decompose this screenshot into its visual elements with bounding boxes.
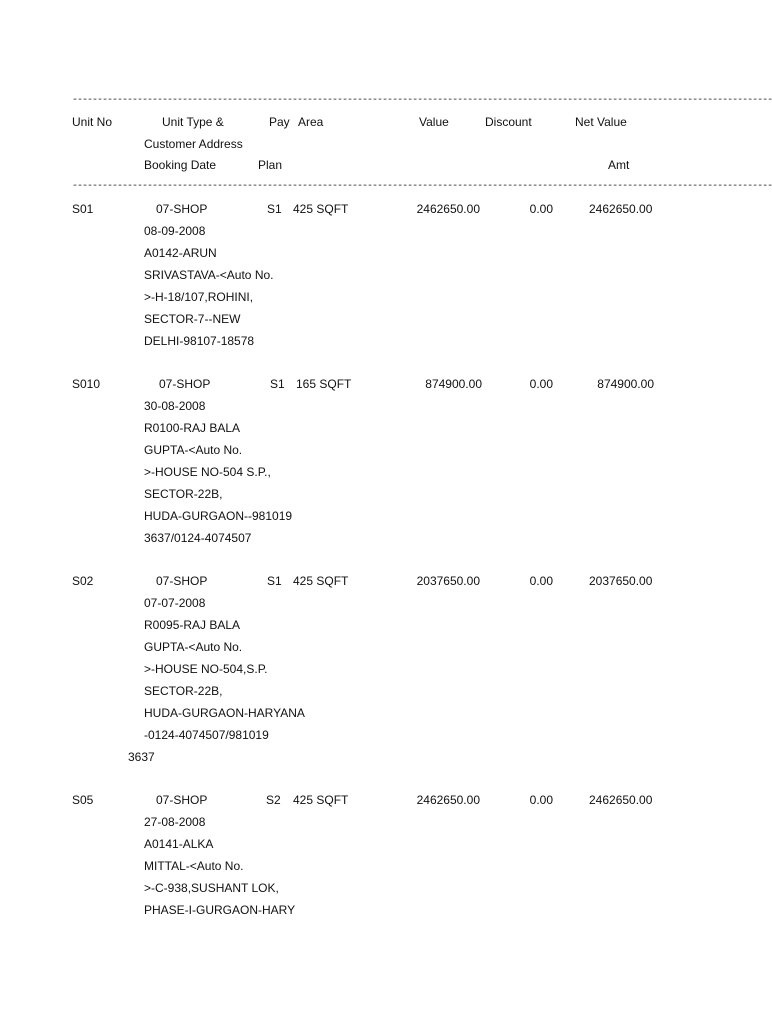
booking-date: 08-09-2008: [144, 224, 206, 238]
address-line: PHASE-I-GURGAON-HARY: [144, 903, 296, 917]
discount: 0.00: [529, 574, 553, 588]
address-line: -0124-4074507/981019: [144, 728, 269, 742]
discount: 0.00: [529, 202, 553, 216]
header-plan: Plan: [258, 158, 283, 172]
booking-date: 07-07-2008: [144, 596, 206, 610]
address-line: SECTOR-7--NEW: [144, 312, 241, 326]
address-line: DELHI-98107-18578: [144, 334, 255, 348]
pay-plan: S2: [266, 793, 281, 807]
booking-date: 27-08-2008: [144, 815, 206, 829]
header-net-value: Net Value: [575, 115, 627, 129]
area: 425 SQFT: [293, 793, 349, 807]
header-booking-date: Booking Date: [144, 158, 217, 172]
address-line: A0141-ALKA: [144, 837, 214, 851]
pay-plan: S1: [267, 574, 282, 588]
discount: 0.00: [529, 377, 553, 391]
value: 874900.00: [425, 377, 482, 391]
address-overflow-line: 3637: [128, 750, 155, 764]
address-line: >-H-18/107,ROHINI,: [144, 290, 254, 304]
header-area: Area: [298, 115, 324, 129]
pay-plan: S1: [270, 377, 285, 391]
value: 2462650.00: [416, 793, 480, 807]
value: 2037650.00: [416, 574, 480, 588]
address-line: SECTOR-22B,: [144, 487, 223, 501]
address-line: MITTAL-<Auto No.: [144, 859, 244, 873]
header-discount: Discount: [485, 115, 532, 129]
header-value: Value: [419, 115, 449, 129]
unit-no: S05: [72, 793, 94, 807]
address-line: A0142-ARUN: [144, 246, 217, 260]
unit-type: 07-SHOP: [156, 202, 208, 216]
address-line: >-C-938,SUSHANT LOK,: [144, 881, 279, 895]
address-line: HUDA-GURGAON--981019: [144, 509, 293, 523]
header-rule: --------------------------------------------------------------------------------------------------------------------------------------------: [72, 181, 772, 192]
area: 165 SQFT: [296, 377, 352, 391]
address-line: >-HOUSE NO-504 S.P.,: [144, 465, 271, 479]
address-line: R0100-RAJ BALA: [144, 421, 241, 435]
unit-type: 07-SHOP: [156, 574, 208, 588]
unit-type: 07-SHOP: [156, 793, 208, 807]
header-pay: Pay: [269, 115, 290, 129]
area: 425 SQFT: [293, 202, 349, 216]
area: 425 SQFT: [293, 574, 349, 588]
top-rule: --------------------------------------------------------------------------------------------------------------------------------------------: [72, 95, 772, 106]
header-unit-no: Unit No: [72, 115, 113, 129]
header-customer-address: Customer Address: [144, 137, 243, 151]
discount: 0.00: [529, 793, 553, 807]
address-line: GUPTA-<Auto No.: [144, 640, 243, 654]
address-line: R0095-RAJ BALA: [144, 618, 241, 632]
value: 2462650.00: [416, 202, 480, 216]
pay-plan: S1: [267, 202, 282, 216]
unit-no: S02: [72, 574, 94, 588]
unit-type: 07-SHOP: [159, 377, 211, 391]
address-line: SRIVASTAVA-<Auto No.: [144, 268, 274, 282]
address-line: 3637/0124-4074507: [144, 531, 252, 545]
unit-no: S01: [72, 202, 94, 216]
net-value-clip: [574, 202, 655, 218]
header-unit-type: Unit Type &: [162, 115, 224, 129]
net-value: 2462650.00: [589, 202, 653, 216]
net-value: 2037650.00: [589, 574, 653, 588]
unit-no: S010: [72, 377, 101, 391]
net-value: 2462650.00: [589, 793, 653, 807]
header-amt: Amt: [608, 158, 630, 172]
net-value-clip: [574, 793, 655, 809]
address-line: SECTOR-22B,: [144, 684, 223, 698]
net-value-clip: [574, 574, 655, 590]
net-value: 874900.00: [597, 377, 654, 391]
address-line: HUDA-GURGAON-HARYANA: [144, 706, 305, 720]
address-line: GUPTA-<Auto No.: [144, 443, 243, 457]
booking-date: 30-08-2008: [144, 399, 206, 413]
address-line: >-HOUSE NO-504,S.P.: [144, 662, 268, 676]
